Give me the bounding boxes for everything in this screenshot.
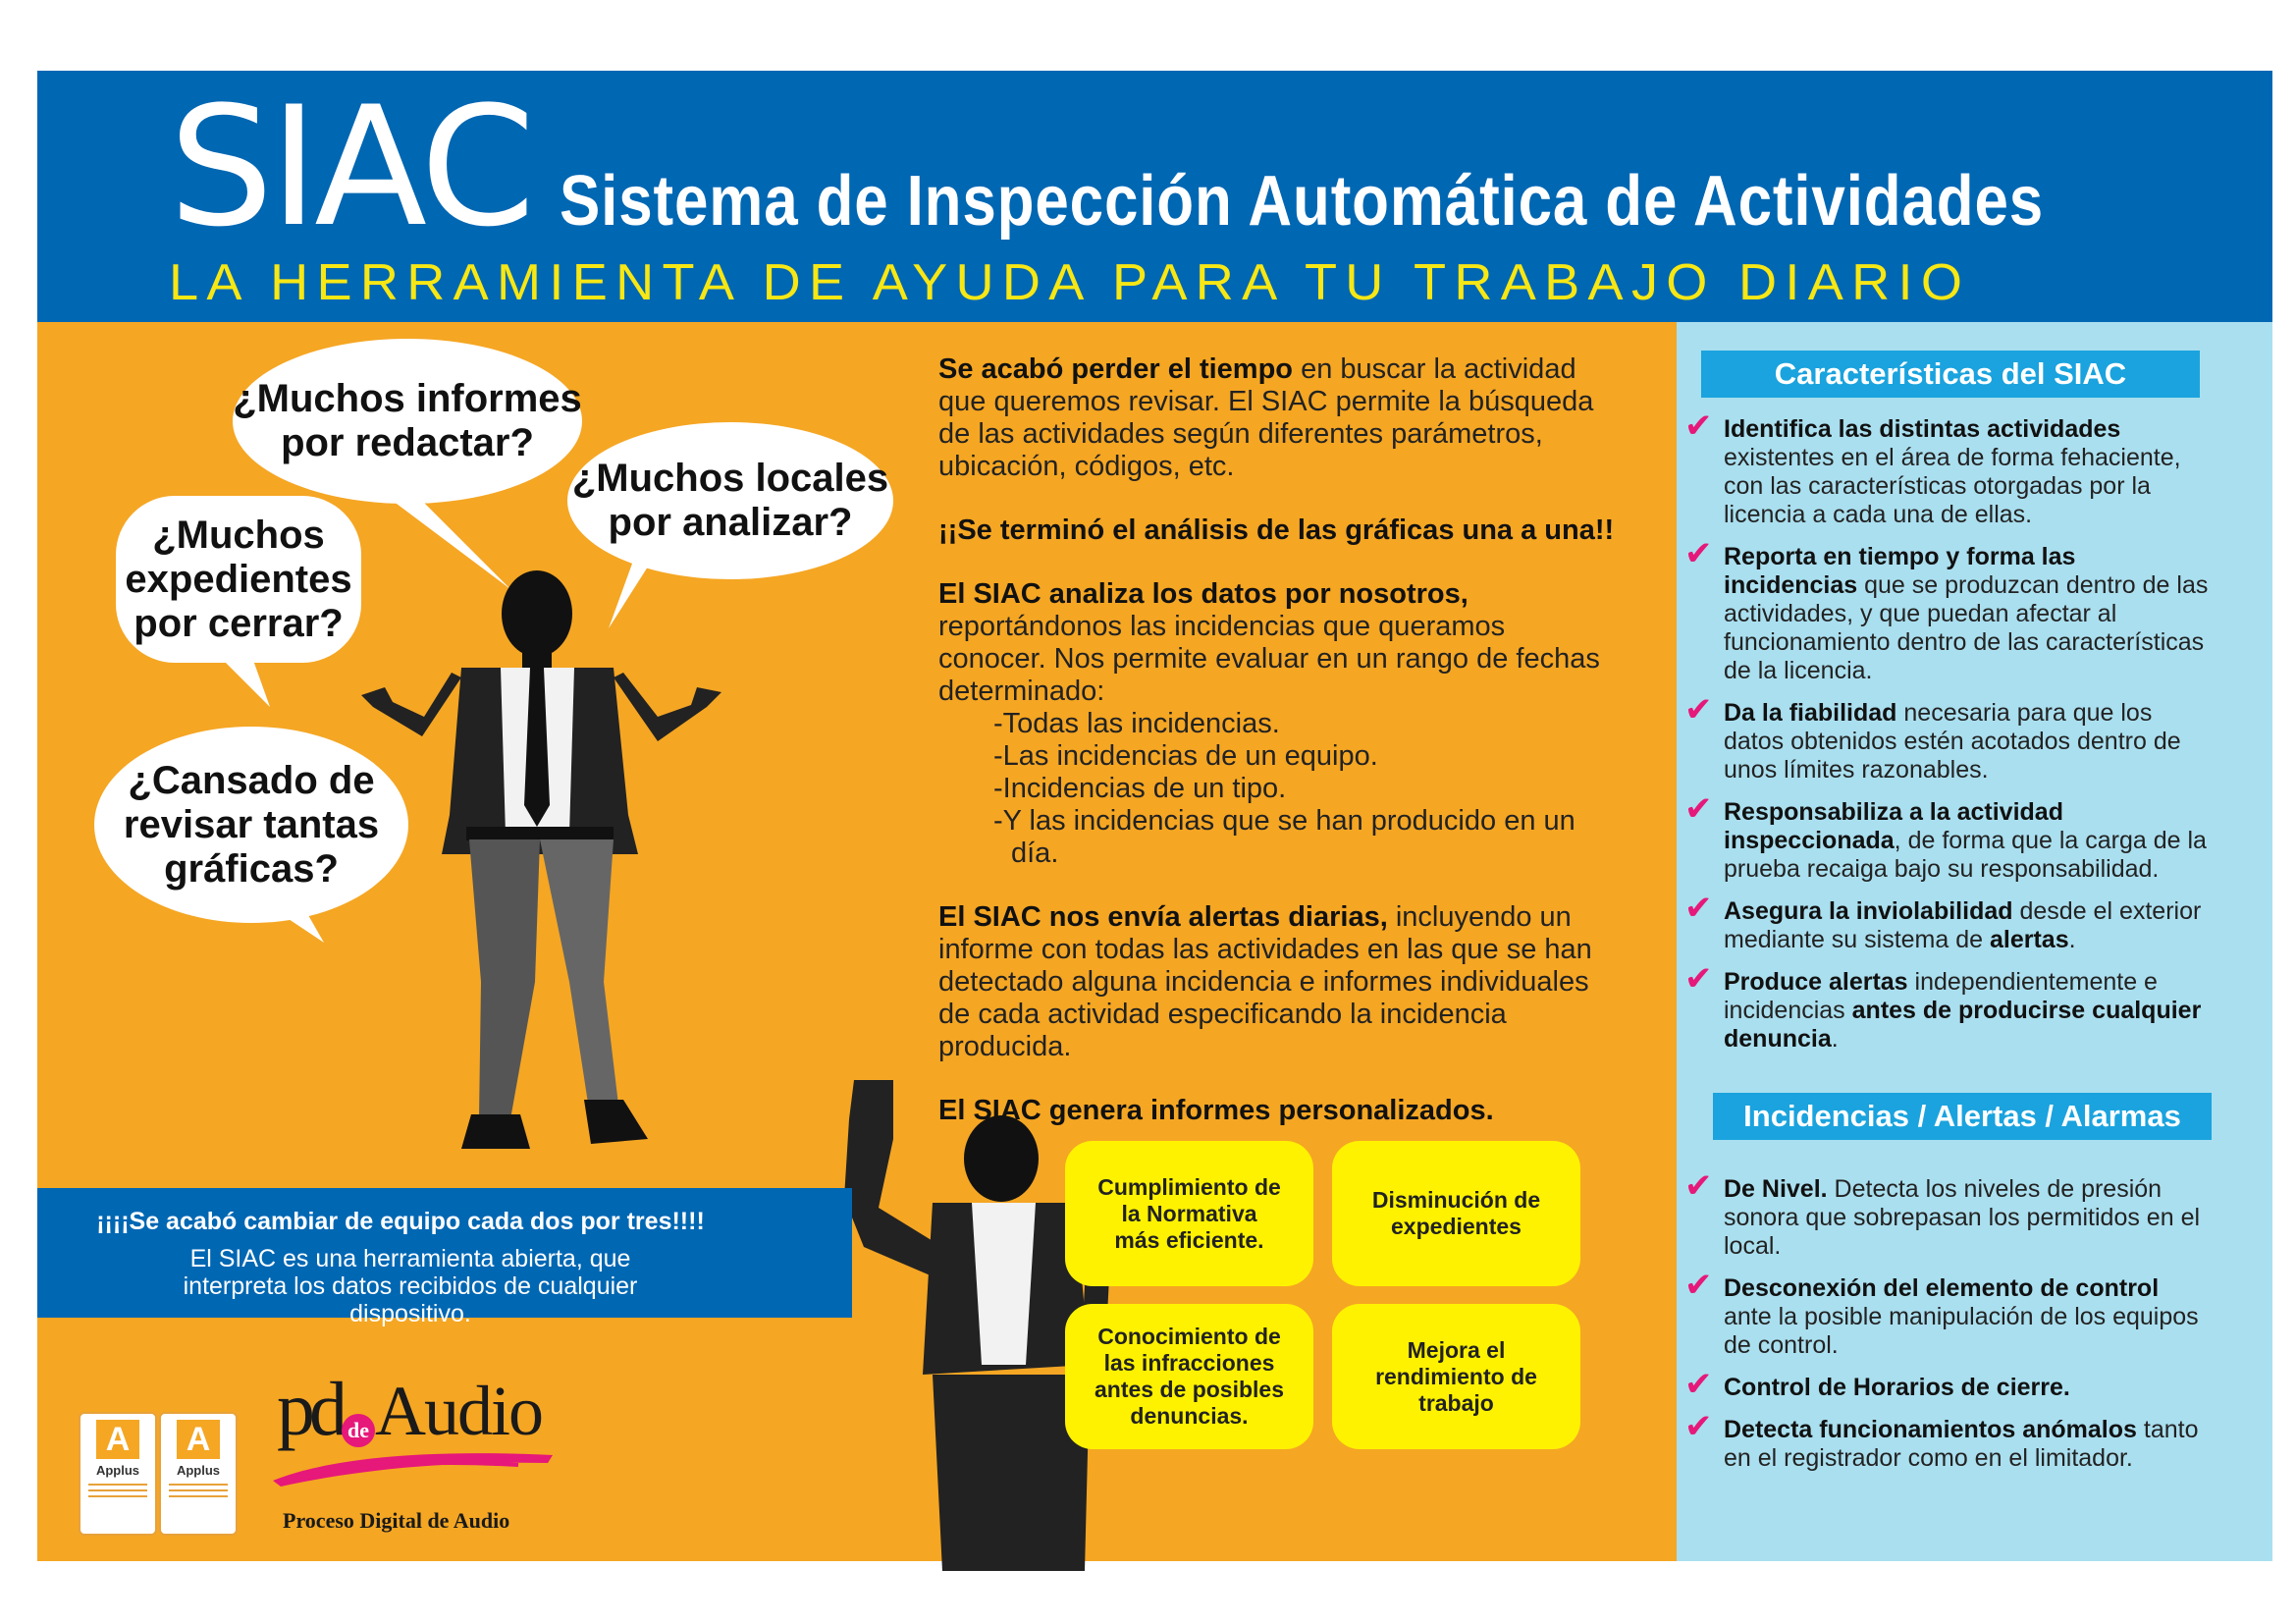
list-item: ✔ Responsabiliza a la actividad inspeccionada, de forma que la carga de la prueba recaiga bajo su responsabilidad. [1684, 789, 2207, 883]
benefit-box-infracciones: Conocimiento de las infracciones antes de posibles denuncias. [1065, 1304, 1313, 1449]
list-item: ✔ Asegura la inviolabilidad desde el exterior mediante su sistema de alertas. [1684, 889, 2202, 953]
logo-brush-stroke [273, 1443, 558, 1492]
paragraph-graficas: ¡¡Se terminó el análisis de las gráficas una a una!! [938, 514, 1615, 546]
list-item: ✔ Desconexión del elemento de control ante la posible manipulación de los equipos de control. [1684, 1266, 2199, 1359]
open-tool-strip [37, 1188, 852, 1327]
characteristics-list [1681, 406, 2211, 1067]
list-item: ✔ Detecta funcionamientos anómalos tanto en el registrador como en el limitador. [1684, 1407, 2199, 1472]
list-item: -Incidencias de un tipo. [993, 773, 1287, 804]
bubble-graficas: ¿Cansado de revisar tantas gráficas? [94, 727, 408, 923]
paragraph-alertas: El SIAC nos envía alertas diarias, incluyendo un informe con todas las actividades en las que se han detectado alguna incidencia e informes individuales de cada actividad especificando la incidencia producida. [938, 901, 1592, 1062]
characteristics-title: Características del SIAC [1701, 351, 2200, 398]
incidents-title: Incidencias / Alertas / Alarmas [1713, 1093, 2212, 1140]
certification-badge [79, 1412, 157, 1536]
benefit-box-normativa: Cumplimiento de la Normativa más eficiente. [1065, 1141, 1313, 1286]
pd-audio-logo: pd deAudio [277, 1366, 542, 1451]
incidents-list [1681, 1166, 2211, 1487]
logo-caption: Proceso Digital de Audio [283, 1508, 510, 1533]
page-subtitle: Sistema de Inspección Automática de Actividades [560, 162, 2045, 241]
check-icon: ✔ [1684, 1365, 1713, 1404]
badge-mark: A [177, 1420, 220, 1459]
paragraph-analiza: El SIAC analiza los datos por nosotros, reportándonos las incidencias que queramos conocer. Nos permite evaluar en un rango de fechas determinado: -Todas las incidencias. -Las incidencias de un equipo. -Incidencias de un tipo. -Y las incidencias que se han producido en un día. [938, 578, 1616, 870]
bubble-informes: ¿Muchos informes por redactar? [233, 339, 582, 504]
bubble-locales: ¿Muchos locales por analizar? [567, 422, 893, 579]
strip-body: El SIAC es una herramienta abierta, que interpreta los datos recibidos de cualquier dispositivo. [183, 1245, 638, 1327]
list-item: ✔ Identifica las distintas actividades existentes en el área de forma fehaciente, con las características otorgadas por la licencia a cada una de ellas. [1684, 406, 2181, 528]
list-item: -Las incidencias de un equipo. [993, 740, 1378, 772]
check-icon: ✔ [1684, 789, 1713, 829]
check-icon: ✔ [1684, 690, 1713, 730]
badge-brand: Applus [95, 1463, 140, 1478]
list-item: ✔ Produce alertas independientemente e incidencias antes de producirse cualquier denuncia. [1684, 959, 2202, 1053]
check-icon: ✔ [1684, 959, 1713, 999]
strip-title: ¡¡¡¡Se acabó cambiar de equipo cada dos por tres!!!! [96, 1208, 705, 1235]
check-icon: ✔ [1684, 406, 1713, 446]
list-item: -Y las incidencias que se han producido en un día. [993, 805, 1575, 869]
paragraph-busqueda: Se acabó perder el tiempo en buscar la actividad que queremos revisar. El SIAC permite la búsqueda de las actividades según diferentes parámetros, ubicación, códigos, etc. [938, 353, 1594, 482]
certification-badge [159, 1412, 238, 1536]
check-icon: ✔ [1684, 1407, 1713, 1446]
paragraph-informes: El SIAC genera informes personalizados. [938, 1095, 1494, 1126]
check-icon: ✔ [1684, 1166, 1713, 1206]
center-column [938, 353, 1616, 1159]
check-icon: ✔ [1684, 1266, 1713, 1305]
tagline: LA HERRAMIENTA DE AYUDA PARA TU TRABAJO DIARIO [169, 254, 1971, 311]
check-icon: ✔ [1684, 534, 1713, 573]
check-icon: ✔ [1684, 889, 1713, 928]
badge-brand: Applus [176, 1463, 221, 1478]
list-item: -Todas las incidencias. [993, 708, 1280, 739]
shrugging-man-illustration [334, 569, 746, 1159]
list-item: ✔ Control de Horarios de cierre. [1684, 1365, 2070, 1404]
benefit-box-expedientes: Disminución de expedientes [1332, 1141, 1580, 1286]
list-item: ✔ De Nivel. Detecta los niveles de presión sonora que sobrepasan los permitidos en el local. [1684, 1166, 2201, 1260]
list-item: ✔ Reporta en tiempo y forma las incidencias que se produzcan dentro de las actividades, y que puedan afectar al funcionamiento dentro de las características de la licencia. [1684, 534, 2209, 684]
benefit-box-rendimiento: Mejora el rendimiento de trabajo [1332, 1304, 1580, 1449]
date-range-list [993, 708, 1616, 870]
list-item: ✔ Da la fiabilidad necesaria para que los datos obtenidos estén acotados dentro de unos límites razonables. [1684, 690, 2181, 784]
brand-title: SIAC [169, 71, 532, 263]
badge-mark: A [96, 1420, 139, 1459]
bubble-expedientes: ¿Muchos expedientes por cerrar? [116, 496, 361, 663]
